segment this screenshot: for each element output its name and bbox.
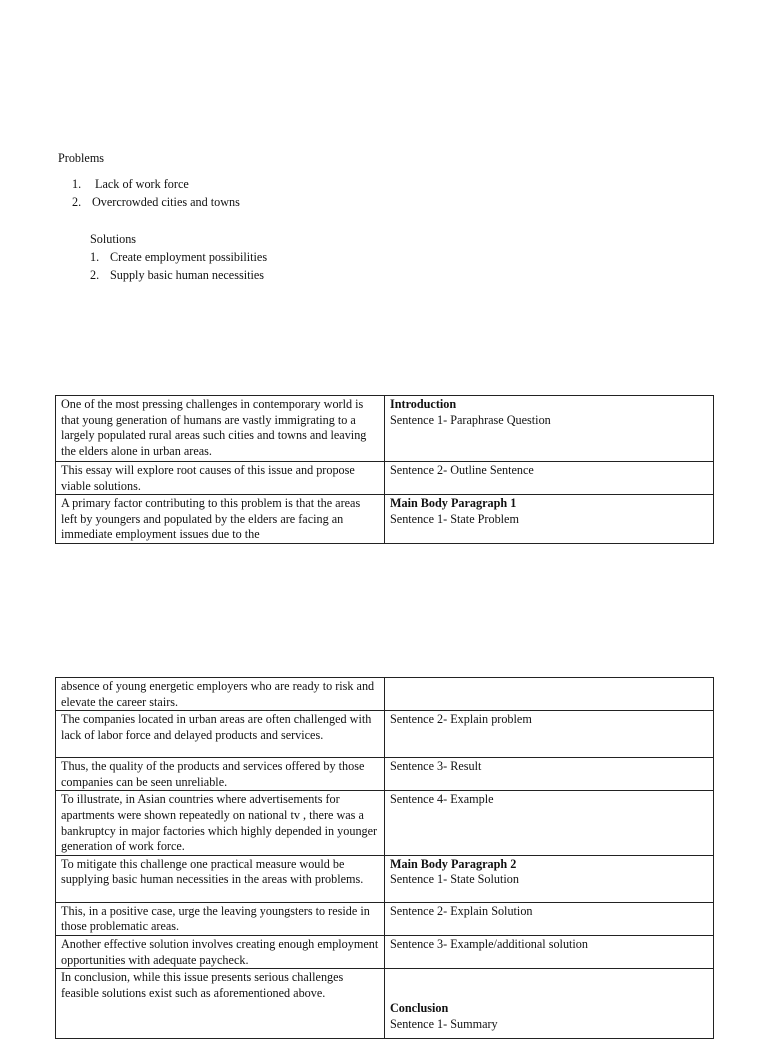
- solution-text: Create employment possibilities: [110, 250, 268, 264]
- structure-cell: [385, 902, 714, 935]
- sentence-label: Sentence 2- Explain Solution: [390, 903, 533, 918]
- section-heading: Conclusion: [390, 1001, 449, 1016]
- essay-text-cell: The companies located in urban areas are often challenged with lack of labor force and delayed products and services.: [56, 711, 385, 758]
- structure-cell: [385, 711, 714, 758]
- essay-text-cell: In conclusion, while this issue presents serious challenges feasible solutions exist such as aforementioned above.: [56, 969, 385, 1039]
- solution-number: 1.: [90, 250, 100, 264]
- structure-cell: [385, 855, 714, 902]
- structure-cell: [385, 935, 714, 968]
- problems-heading: Problems: [58, 151, 105, 165]
- structure-cell: [385, 462, 714, 495]
- essay-plan-table-1: [55, 395, 714, 544]
- sentence-label: Sentence 4- Example: [390, 792, 494, 807]
- problem-number: 1.: [72, 177, 82, 191]
- structure-cell: [385, 396, 714, 462]
- table-row: [56, 902, 714, 935]
- problem-item: [72, 177, 189, 193]
- solution-item: [90, 250, 267, 266]
- sentence-label: Sentence 3- Result: [390, 759, 482, 774]
- sentence-label: Sentence 2- Explain problem: [390, 712, 532, 727]
- essay-text-cell: This essay will explore root causes of this issue and propose viable solutions.: [56, 462, 385, 495]
- sentence-label: Sentence 1- State Solution: [390, 872, 519, 887]
- sentence-label: Sentence 3- Example/additional solution: [390, 936, 588, 951]
- section-heading: Introduction: [390, 397, 457, 411]
- table-row: [56, 711, 714, 758]
- table-row: [56, 678, 714, 711]
- table-row: [56, 396, 714, 462]
- sentence-label: Sentence 1- Paraphrase Question: [390, 412, 551, 427]
- section-heading: Main Body Paragraph 2: [390, 856, 517, 871]
- essay-text-cell: To illustrate, in Asian countries where advertisements for apartments were shown repeatedly on national tv , there was a bankruptcy in major factories which highly depended in younger generation of work force.: [56, 791, 385, 855]
- solution-number: 2.: [90, 268, 100, 282]
- table-row: [56, 935, 714, 968]
- sentence-label: Sentence 1- Summary: [390, 1016, 498, 1031]
- problem-text: Overcrowded cities and towns: [92, 195, 240, 209]
- structure-cell: [385, 678, 714, 711]
- essay-text-cell: Another effective solution involves creating enough employment opportunities with adequate paycheck.: [56, 935, 385, 968]
- essay-text-cell: This, in a positive case, urge the leaving youngsters to reside in those problematic areas.: [56, 902, 385, 935]
- structure-cell: [385, 791, 714, 855]
- table-row: [56, 791, 714, 855]
- essay-text-cell: A primary factor contributing to this problem is that the areas left by youngers and populated by the elders are facing an immediate employment issues due to the: [56, 495, 385, 544]
- table-row: [56, 855, 714, 902]
- solution-item: [90, 268, 264, 284]
- table-row: [56, 969, 714, 1039]
- problem-number: 2.: [72, 195, 82, 209]
- structure-cell: [385, 758, 714, 791]
- essay-plan-table-2: [55, 677, 714, 1039]
- sentence-label: Sentence 2- Outline Sentence: [390, 463, 534, 477]
- solution-text: Supply basic human necessities: [110, 268, 265, 282]
- problem-item: [72, 195, 240, 211]
- essay-text-cell: One of the most pressing challenges in contemporary world is that young generation of humans are vastly immigrating to a largely populated rural areas such cities and towns and leaving the elders alone in urban areas.: [56, 396, 385, 462]
- problem-text: Lack of work force: [92, 177, 189, 191]
- structure-cell: [385, 969, 714, 1039]
- essay-text-cell: To mitigate this challenge one practical measure would be supplying basic human necessities in the areas with problems.: [56, 855, 385, 902]
- sentence-label: Sentence 1- State Problem: [390, 511, 519, 526]
- essay-text-cell: absence of young energetic employers who are ready to risk and elevate the career stairs.: [56, 678, 385, 711]
- table-row: [56, 758, 714, 791]
- structure-cell: [385, 495, 714, 544]
- solutions-heading: Solutions: [90, 232, 137, 246]
- essay-text-cell: Thus, the quality of the products and services offered by those companies can be seen unreliable.: [56, 758, 385, 791]
- table-row: [56, 462, 714, 495]
- table-row: [56, 495, 714, 544]
- section-heading: Main Body Paragraph 1: [390, 496, 517, 511]
